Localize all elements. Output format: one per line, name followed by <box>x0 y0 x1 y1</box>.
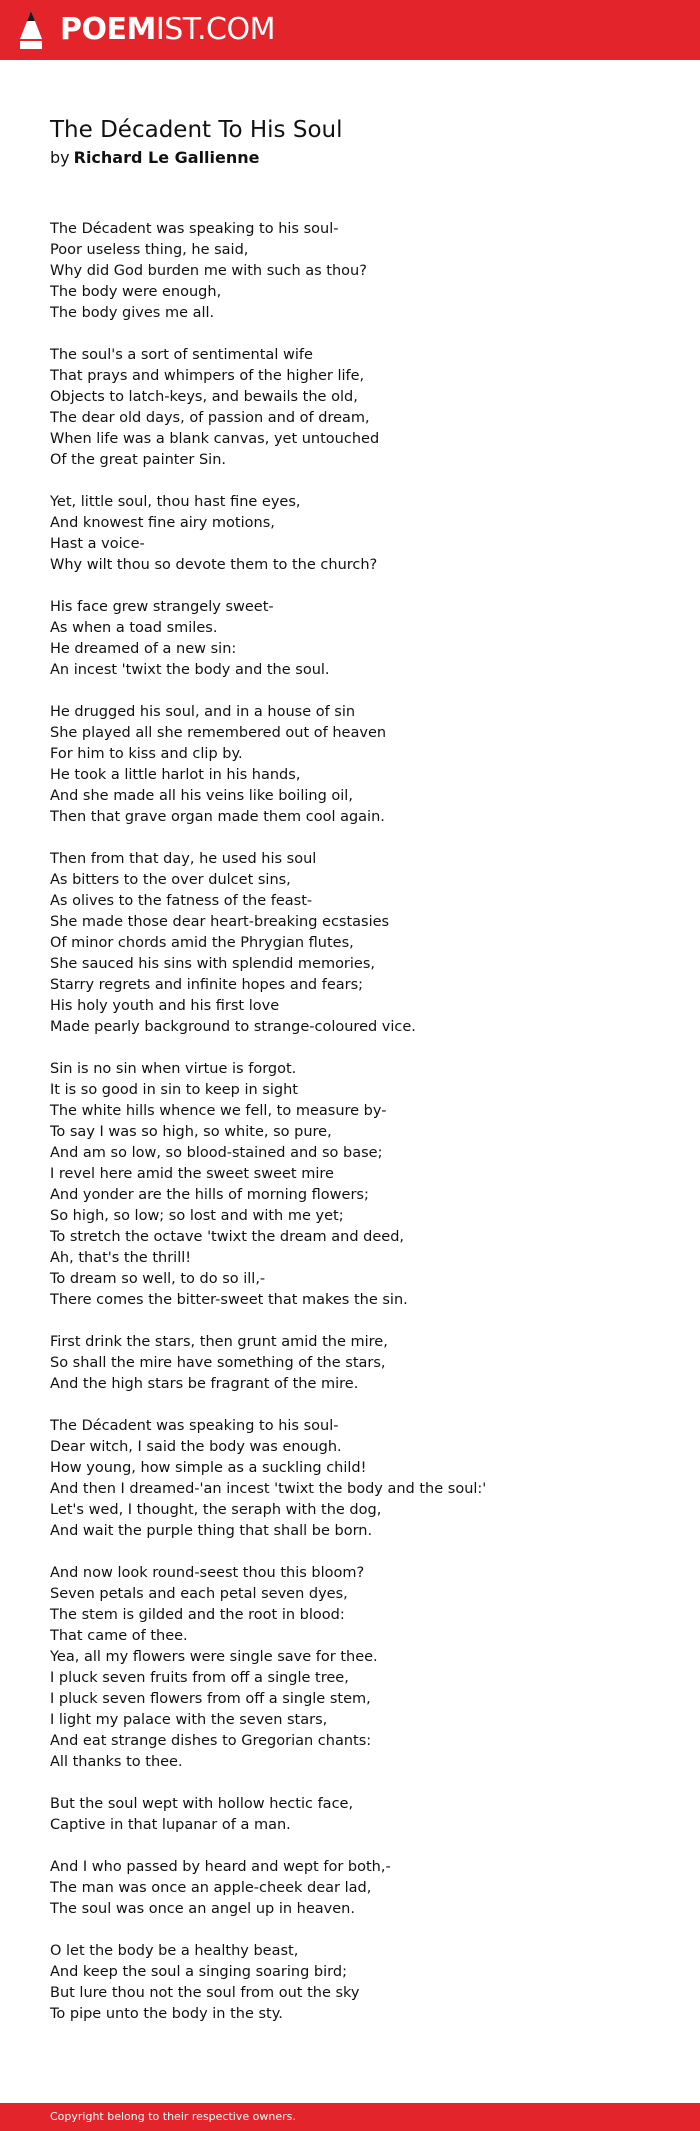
poem-line: So high, so low; so lost and with me yet; <box>50 1208 344 1224</box>
stanza <box>50 1059 650 1311</box>
footer-bar <box>0 2103 700 2131</box>
poem-line: Why wilt thou so devote them to the church? <box>50 557 378 573</box>
byline <box>50 147 650 169</box>
stanza <box>50 597 650 681</box>
logo-bold-part: POEM <box>60 12 156 47</box>
poem-line: Starry regrets and infinite hopes and fears; <box>50 977 364 993</box>
poem-line: Then that grave organ made them cool again. <box>50 809 385 825</box>
poem-line: All thanks to thee. <box>50 1754 183 1770</box>
poem-line: The dear old days, of passion and of dream, <box>50 410 370 426</box>
poem-line: And then I dreamed-'an incest 'twixt the body and the soul:' <box>50 1481 487 1497</box>
stanza <box>50 1794 650 1836</box>
poem-line: The white hills whence we fell, to measure by- <box>50 1103 387 1119</box>
poem-line: There comes the bitter-sweet that makes the sin. <box>50 1292 408 1308</box>
site-logo-link[interactable] <box>16 9 275 51</box>
logo-light-part: IST.COM <box>155 12 275 47</box>
poem-line: Of the great painter Sin. <box>50 452 226 468</box>
poem-line: Seven petals and each petal seven dyes, <box>50 1586 348 1602</box>
poem-line: His holy youth and his first love <box>50 998 280 1014</box>
poem-line: I light my palace with the seven stars, <box>50 1712 328 1728</box>
poem-line: Captive in that lupanar of a man. <box>50 1817 291 1833</box>
poem-line: But lure thou not the soul from out the sky <box>50 1985 360 2001</box>
poem-line: Made pearly background to strange-coloured vice. <box>50 1019 416 1035</box>
poem-line: The stem is gilded and the root in blood: <box>50 1607 345 1623</box>
poem-line: As olives to the fatness of the feast- <box>50 893 313 909</box>
poem-line: Dear witch, I said the body was enough. <box>50 1439 342 1455</box>
poem-title: The Décadent To His Soul <box>50 117 343 143</box>
stanza <box>50 345 650 471</box>
poem-line: I revel here amid the sweet sweet mire <box>50 1166 334 1182</box>
poem-line: To say I was so high, so white, so pure, <box>50 1124 332 1140</box>
stanza <box>50 1332 650 1395</box>
poem-line: He drugged his soul, and in a house of sin <box>50 704 356 720</box>
stanza <box>50 1941 650 2025</box>
poem-line: The Décadent was speaking to his soul- <box>50 1418 339 1434</box>
poem-line: And keep the soul a singing soaring bird; <box>50 1964 347 1980</box>
poem-body <box>50 219 650 2046</box>
poem-line: As bitters to the over dulcet sins, <box>50 872 291 888</box>
poem-line: Yet, little soul, thou hast fine eyes, <box>50 494 301 510</box>
poem-header <box>50 115 650 169</box>
poem-line: But the soul wept with hollow hectic face, <box>50 1796 354 1812</box>
poem-line: The soul's a sort of sentimental wife <box>50 347 313 363</box>
pencil-icon <box>16 9 46 51</box>
copyright-text: Copyright belong to their respective owners. <box>50 2110 296 2123</box>
poem-line: I pluck seven flowers from off a single stem, <box>50 1691 371 1707</box>
poem-line: Of minor chords amid the Phrygian flutes, <box>50 935 354 951</box>
stanza <box>50 849 650 1038</box>
poem-line: Then from that day, he used his soul <box>50 851 317 867</box>
poem-line: To pipe unto the body in the sty. <box>50 2006 283 2022</box>
stanza <box>50 1563 650 1773</box>
stanza <box>50 219 650 324</box>
poem-line: The man was once an apple-cheek dear lad, <box>50 1880 372 1896</box>
poem-line: O let the body be a healthy beast, <box>50 1943 299 1959</box>
header-bar <box>0 0 700 60</box>
author-name: Richard Le Gallienne <box>73 148 260 167</box>
poem-line: For him to kiss and clip by. <box>50 746 243 762</box>
poem-line: His face grew strangely sweet- <box>50 599 274 615</box>
by-label: by <box>50 148 70 167</box>
poem-line: And she made all his veins like boiling oil, <box>50 788 353 804</box>
poem-line: And am so low, so blood-stained and so base; <box>50 1145 383 1161</box>
poem-line: The Décadent was speaking to his soul- <box>50 221 339 237</box>
poem-line: That prays and whimpers of the higher life, <box>50 368 365 384</box>
poem-line: Yea, all my flowers were single save for thee. <box>50 1649 378 1665</box>
poem-line: The body were enough, <box>50 284 222 300</box>
stanza <box>50 702 650 828</box>
poem-line: To stretch the octave 'twixt the dream and deed, <box>50 1229 405 1245</box>
poem-line: And now look round-seest thou this bloom? <box>50 1565 365 1581</box>
site-logo-text <box>60 9 275 51</box>
poem-line: An incest 'twixt the body and the soul. <box>50 662 330 678</box>
poem-line: And the high stars be fragrant of the mire. <box>50 1376 359 1392</box>
poem-line: And wait the purple thing that shall be born. <box>50 1523 373 1539</box>
poem-line: So shall the mire have something of the stars, <box>50 1355 386 1371</box>
stanza <box>50 1416 650 1542</box>
poem-line: How young, how simple as a suckling child! <box>50 1460 367 1476</box>
poem-line: And eat strange dishes to Gregorian chants: <box>50 1733 372 1749</box>
poem-line: To dream so well, to do so ill,- <box>50 1271 266 1287</box>
poem-line: As when a toad smiles. <box>50 620 218 636</box>
poem-line: Hast a voice- <box>50 536 145 552</box>
poem-line: That came of thee. <box>50 1628 188 1644</box>
poem-line: Ah, that's the thrill! <box>50 1250 192 1266</box>
poem-line: Let's wed, I thought, the seraph with the dog, <box>50 1502 382 1518</box>
poem-line: It is so good in sin to keep in sight <box>50 1082 298 1098</box>
poem-line: Objects to latch-keys, and bewails the old, <box>50 389 358 405</box>
poem-line: First drink the stars, then grunt amid the mire, <box>50 1334 388 1350</box>
poem-line: And yonder are the hills of morning flowers; <box>50 1187 369 1203</box>
poem-line: And I who passed by heard and wept for both,- <box>50 1859 391 1875</box>
poem-line: She played all she remembered out of heaven <box>50 725 387 741</box>
stanza <box>50 1857 650 1920</box>
poem-line: I pluck seven fruits from off a single tree, <box>50 1670 349 1686</box>
poem-line: When life was a blank canvas, yet untouched <box>50 431 380 447</box>
poem-line: The body gives me all. <box>50 305 215 321</box>
poem-line: Why did God burden me with such as thou? <box>50 263 367 279</box>
poem-line: And knowest fine airy motions, <box>50 515 275 531</box>
poem-line: The soul was once an angel up in heaven. <box>50 1901 355 1917</box>
poem-line: Sin is no sin when virtue is forgot. <box>50 1061 297 1077</box>
poem-line: He dreamed of a new sin: <box>50 641 237 657</box>
stanza <box>50 492 650 576</box>
poem-line: He took a little harlot in his hands, <box>50 767 301 783</box>
poem-line: She made those dear heart-breaking ecstasies <box>50 914 390 930</box>
poem-line: She sauced his sins with splendid memories, <box>50 956 376 972</box>
poem-line: Poor useless thing, he said, <box>50 242 249 258</box>
